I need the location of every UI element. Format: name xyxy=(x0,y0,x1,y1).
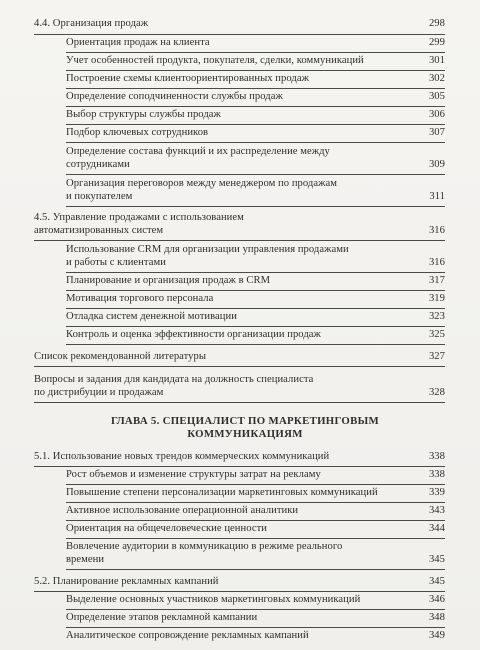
toc-title-line: Вопросы и задания для кандидата на должность специалиста xyxy=(34,374,314,385)
toc-rule xyxy=(34,466,445,467)
toc-item[interactable] xyxy=(66,91,445,104)
toc-rule xyxy=(66,142,445,143)
toc-title-line: Организация переговоров между менеджером по продажам xyxy=(66,178,338,189)
chapter-heading-line: КОММУНИКАЦИЯМ xyxy=(187,428,303,440)
toc-item[interactable] xyxy=(66,469,445,482)
toc-title-line: и работы с клиентами xyxy=(66,256,166,268)
toc-page-number: 323 xyxy=(428,311,445,322)
toc-item-bibliography[interactable] xyxy=(34,351,445,364)
toc-page-number: 325 xyxy=(428,329,445,340)
toc-rule xyxy=(66,70,445,71)
toc-title: Список рекомендованной литературы xyxy=(34,351,207,362)
toc-page-number: 349 xyxy=(428,630,445,641)
toc-item[interactable] xyxy=(66,293,445,306)
toc-title-line: времени xyxy=(66,553,105,565)
toc-item[interactable] xyxy=(66,275,445,288)
toc-rule xyxy=(34,366,445,367)
toc-page-number: 344 xyxy=(428,523,445,534)
toc-item[interactable] xyxy=(66,55,445,68)
toc-item[interactable] xyxy=(66,329,445,342)
toc-title: Аналитическое сопровождение рекламных кампаний xyxy=(66,630,309,641)
toc-page-number: 343 xyxy=(428,505,445,516)
toc-rule xyxy=(66,326,445,327)
toc-title: Рост объемов и изменение структуры затрат на рекламу xyxy=(66,469,321,480)
toc-page-number: 311 xyxy=(429,190,445,202)
toc-section-5-2[interactable] xyxy=(34,576,445,589)
toc-rule xyxy=(66,88,445,89)
toc-title: 5.1. Использование новых трендов коммерческих коммуникаций xyxy=(34,451,330,462)
toc-title: 4.4. Организация продаж xyxy=(34,18,149,29)
toc-item[interactable] xyxy=(66,127,445,140)
toc-section-4-5[interactable] xyxy=(34,212,445,237)
toc-rule xyxy=(34,591,445,592)
toc-rule xyxy=(34,402,445,403)
toc-page-number: 345 xyxy=(428,576,445,587)
toc-title: Повышение степени персонализации маркетинговых коммуникаций xyxy=(66,487,378,498)
toc-title: Мотивация торгового персонала xyxy=(66,293,214,304)
toc-page-number: 316 xyxy=(428,256,445,268)
toc-item[interactable] xyxy=(66,37,445,50)
toc-page-number: 339 xyxy=(428,487,445,498)
toc-rule xyxy=(66,308,445,309)
toc-item[interactable] xyxy=(66,523,445,536)
toc-page-number: 327 xyxy=(428,351,445,362)
toc-rule xyxy=(66,569,445,570)
toc-page-number: 306 xyxy=(428,109,445,120)
toc-item-questions[interactable] xyxy=(34,374,445,399)
toc-item[interactable] xyxy=(66,630,445,643)
toc-rule xyxy=(66,206,445,207)
toc-section-5-1[interactable] xyxy=(34,451,445,464)
toc-item[interactable] xyxy=(66,109,445,122)
toc-item[interactable] xyxy=(66,594,445,607)
toc-rule xyxy=(34,34,445,35)
toc-rule xyxy=(66,609,445,610)
toc-section-4-4[interactable] xyxy=(34,18,445,31)
toc-title: Выбор структуры службы продаж xyxy=(66,109,221,120)
toc-title-line: Использование CRM для организации управления продажами xyxy=(66,244,349,255)
toc-item[interactable] xyxy=(66,612,445,625)
toc-page-number: 298 xyxy=(428,18,445,29)
toc-page-number: 345 xyxy=(428,553,445,565)
toc-page-number: 299 xyxy=(428,37,445,48)
toc-rule xyxy=(66,290,445,291)
toc-page-number: 338 xyxy=(428,469,445,480)
toc-rule xyxy=(66,106,445,107)
toc-page-number: 319 xyxy=(428,293,445,304)
toc-rule xyxy=(34,240,445,241)
toc-item[interactable] xyxy=(66,244,445,269)
toc-page-number: 309 xyxy=(428,158,445,170)
toc-page-number: 302 xyxy=(428,73,445,84)
toc-title-line: Вовлечение аудитории в коммуникацию в режиме реального xyxy=(66,541,343,552)
toc-title: Определение соподчиненности службы продаж xyxy=(66,91,283,102)
toc-title: Планирование и организация продаж в CRM xyxy=(66,275,271,286)
toc-page-number: 317 xyxy=(428,275,445,286)
toc-rule xyxy=(66,174,445,175)
toc-title-line: Определение состава функций и их распределение между xyxy=(66,146,330,157)
toc-title-line: и покупателем xyxy=(66,190,133,202)
toc-rule xyxy=(66,484,445,485)
toc-rule xyxy=(66,272,445,273)
toc-title: Контроль и оценка эффективности организации продаж xyxy=(66,329,321,340)
toc-item[interactable] xyxy=(66,178,445,203)
toc-item[interactable] xyxy=(66,505,445,518)
toc-title-line: автоматизированных систем xyxy=(34,224,164,236)
toc-page-number: 316 xyxy=(428,224,445,236)
toc-title: Ориентация продаж на клиента xyxy=(66,37,210,48)
toc-rule xyxy=(66,502,445,503)
toc-title-line: сотрудниками xyxy=(66,158,130,170)
toc-title-line: 4.5. Управление продажами с использованием xyxy=(34,212,244,223)
toc-rule xyxy=(66,538,445,539)
toc-rule xyxy=(66,344,445,345)
toc-page-number: 328 xyxy=(428,386,445,398)
toc-page-number: 301 xyxy=(428,55,445,66)
toc-title: Отладка систем денежной мотивации xyxy=(66,311,237,322)
toc-rule xyxy=(66,52,445,53)
toc-title: Выделение основных участников маркетинговых коммуникаций xyxy=(66,594,361,605)
toc-page-number: 305 xyxy=(428,91,445,102)
toc-page-number: 348 xyxy=(428,612,445,623)
toc-title: Учет особенностей продукта, покупателя, сделки, коммуникаций xyxy=(66,55,364,66)
toc-title: Определение этапов рекламной кампании xyxy=(66,612,258,623)
toc-rule xyxy=(66,124,445,125)
toc-item[interactable] xyxy=(66,541,445,566)
toc-item[interactable] xyxy=(66,487,445,500)
toc-rule xyxy=(66,520,445,521)
toc-page-number: 307 xyxy=(428,127,445,138)
toc-rule xyxy=(66,627,445,628)
toc-title: Построение схемы клиентоориентированных продаж xyxy=(66,73,309,84)
chapter-heading-line: ГЛАВА 5. СПЕЦИАЛИСТ ПО МАРКЕТИНГОВЫМ xyxy=(111,415,379,427)
toc-title: 5.2. Планирование рекламных кампаний xyxy=(34,576,219,587)
chapter-heading[interactable] xyxy=(110,415,380,441)
toc-title: Активное использование операционной аналитики xyxy=(66,505,299,516)
toc-page-number: 346 xyxy=(428,594,445,605)
toc-title-line: по дистрибуции и продажам xyxy=(34,386,164,398)
toc-title: Ориентация на общечеловеческие ценности xyxy=(66,523,267,534)
toc-item[interactable] xyxy=(66,311,445,324)
toc-item[interactable] xyxy=(66,146,445,171)
toc-item[interactable] xyxy=(66,73,445,86)
toc-title: Подбор ключевых сотрудников xyxy=(66,127,209,138)
toc-page-number: 338 xyxy=(428,451,445,462)
